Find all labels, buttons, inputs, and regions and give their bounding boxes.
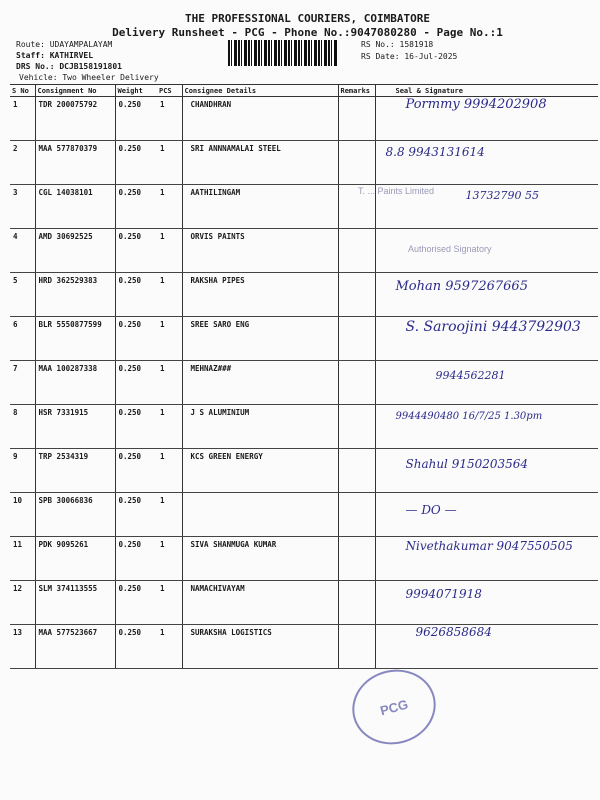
cell-sno: 7 — [10, 361, 35, 405]
cell-pcs: 1 — [157, 581, 182, 625]
cell-signature — [375, 537, 598, 581]
cell-weight: 0.250 — [115, 185, 157, 229]
vehicle: Vehicle: Two Wheeler Delivery — [19, 73, 159, 82]
cell-remarks — [338, 581, 375, 625]
cell-sno: 3 — [10, 185, 35, 229]
col-sno: S No — [10, 85, 35, 97]
cell-cn: MAA 100287338 — [35, 361, 115, 405]
staff: Staff: KATHIRVEL — [16, 51, 94, 60]
company-stamp: T. ... Paints Limited — [358, 186, 435, 196]
cell-cn: HSR 7331915 — [35, 405, 115, 449]
table-row — [10, 185, 598, 229]
col-weight: Weight — [115, 85, 157, 97]
cell-pcs: 1 — [157, 229, 182, 273]
cell-consignee: J S ALUMINIUM — [182, 405, 338, 449]
table-row — [10, 625, 598, 669]
cell-signature — [375, 317, 598, 361]
cell-weight: 0.250 — [115, 141, 157, 185]
runsheet-subtitle: Delivery Runsheet - PCG - Phone No.:9047080280 - Page No.:1 — [112, 26, 503, 39]
cell-cn: AMD 30692525 — [35, 229, 115, 273]
rs-number: RS No.: 1581918 — [361, 40, 434, 49]
handwritten-signature: 9944490480 16/7/25 1.30pm — [395, 411, 543, 422]
route: Route: UDAYAMPALAYAM — [16, 40, 113, 49]
col-remarks: Remarks — [338, 85, 375, 97]
authorised-signatory-stamp: Authorised Signatory — [408, 244, 492, 254]
cell-cn: HRD 362529383 — [35, 273, 115, 317]
cell-sno: 12 — [10, 581, 35, 625]
cell-signature — [375, 361, 598, 405]
table-row — [10, 405, 598, 449]
handwritten-signature: 9994071918 — [405, 587, 482, 601]
handwritten-signature: — DO — — [405, 503, 457, 517]
cell-remarks — [338, 361, 375, 405]
cell-signature — [375, 625, 598, 669]
handwritten-signature: 13732790 55 — [465, 189, 539, 202]
handwritten-signature: Mohan 9597267665 — [395, 279, 528, 294]
barcode — [228, 40, 338, 66]
cell-weight: 0.250 — [115, 449, 157, 493]
table-header — [10, 85, 598, 97]
cell-sno: 10 — [10, 493, 35, 537]
col-consignee: Consignee Details — [182, 85, 338, 97]
cell-pcs: 1 — [157, 537, 182, 581]
cell-cn: MAA 577870379 — [35, 141, 115, 185]
cell-consignee: CHANDHRAN — [182, 97, 338, 141]
cell-remarks — [338, 317, 375, 361]
cell-cn: PDK 9095261 — [35, 537, 115, 581]
table-row — [10, 449, 598, 493]
cell-weight: 0.250 — [115, 97, 157, 141]
cell-signature — [375, 405, 598, 449]
table-row — [10, 141, 598, 185]
cell-sno: 5 — [10, 273, 35, 317]
cell-consignee: SURAKSHA LOGISTICS — [182, 625, 338, 669]
handwritten-signature: 9626858684 — [415, 625, 492, 639]
cell-signature — [375, 449, 598, 493]
cell-consignee — [182, 493, 338, 537]
cell-consignee: MEHNAZ### — [182, 361, 338, 405]
cell-sno: 8 — [10, 405, 35, 449]
runsheet-table — [10, 84, 598, 669]
pcg-seal: PCG — [344, 660, 444, 753]
cell-remarks — [338, 537, 375, 581]
cell-remarks — [338, 625, 375, 669]
cell-consignee: AATHILINGAM — [182, 185, 338, 229]
cell-cn: TDR 200075792 — [35, 97, 115, 141]
cell-consignee: KCS GREEN ENERGY — [182, 449, 338, 493]
table-row — [10, 581, 598, 625]
col-signature: Seal & Signature — [375, 85, 598, 97]
handwritten-signature: 8.8 9943131614 — [385, 145, 485, 159]
table-row — [10, 97, 598, 141]
cell-weight: 0.250 — [115, 317, 157, 361]
cell-weight: 0.250 — [115, 581, 157, 625]
cell-signature — [375, 493, 598, 537]
cell-signature — [375, 141, 598, 185]
table-row — [10, 229, 598, 273]
cell-weight: 0.250 — [115, 405, 157, 449]
cell-pcs: 1 — [157, 317, 182, 361]
cell-sno: 1 — [10, 97, 35, 141]
rs-date: RS Date: 16-Jul-2025 — [361, 52, 458, 61]
cell-consignee: SREE SARO ENG — [182, 317, 338, 361]
table-row — [10, 317, 598, 361]
cell-pcs: 1 — [157, 273, 182, 317]
cell-remarks — [338, 229, 375, 273]
cell-sno: 2 — [10, 141, 35, 185]
cell-sno: 4 — [10, 229, 35, 273]
col-consignment: Consignment No — [35, 85, 115, 97]
cell-consignee: RAKSHA PIPES — [182, 273, 338, 317]
cell-signature — [375, 97, 598, 141]
cell-remarks — [338, 97, 375, 141]
cell-pcs: 1 — [157, 141, 182, 185]
table-row — [10, 273, 598, 317]
handwritten-signature: S. Saroojini 9443792903 — [405, 319, 581, 335]
cell-pcs: 1 — [157, 405, 182, 449]
cell-cn: MAA 577523667 — [35, 625, 115, 669]
cell-cn: CGL 14038101 — [35, 185, 115, 229]
company-title: THE PROFESSIONAL COURIERS, COIMBATORE — [184, 12, 431, 25]
cell-sno: 11 — [10, 537, 35, 581]
cell-pcs: 1 — [157, 449, 182, 493]
cell-weight: 0.250 — [115, 273, 157, 317]
cell-weight: 0.250 — [115, 537, 157, 581]
cell-cn: SPB 30066836 — [35, 493, 115, 537]
cell-signature — [375, 581, 598, 625]
table-row — [10, 493, 598, 537]
table-row — [10, 361, 598, 405]
cell-pcs: 1 — [157, 361, 182, 405]
table-row — [10, 537, 598, 581]
cell-weight: 0.250 — [115, 361, 157, 405]
handwritten-signature: 9944562281 — [435, 369, 506, 382]
handwritten-signature: Shahul 9150203564 — [405, 457, 529, 471]
drs-number: DRS No.: DCJB158191801 — [16, 62, 122, 71]
cell-remarks — [338, 273, 375, 317]
cell-remarks — [338, 449, 375, 493]
cell-signature — [375, 273, 598, 317]
cell-remarks — [338, 405, 375, 449]
handwritten-signature: Pormmy 9994202908 — [405, 97, 547, 112]
cell-cn: SLM 374113555 — [35, 581, 115, 625]
cell-consignee: SRI ANNNAMALAI STEEL — [182, 141, 338, 185]
col-pcs: PCS — [157, 85, 182, 97]
cell-pcs: 1 — [157, 97, 182, 141]
handwritten-signature: Nivethakumar 9047550505 — [405, 539, 573, 553]
cell-cn: BLR 5550877599 — [35, 317, 115, 361]
cell-pcs: 1 — [157, 625, 182, 669]
cell-weight: 0.250 — [115, 625, 157, 669]
cell-consignee: ORVIS PAINTS — [182, 229, 338, 273]
cell-weight: 0.250 — [115, 493, 157, 537]
cell-pcs: 1 — [157, 493, 182, 537]
cell-remarks — [338, 141, 375, 185]
cell-sno: 9 — [10, 449, 35, 493]
cell-consignee: SIVA SHANMUGA KUMAR — [182, 537, 338, 581]
cell-sno: 6 — [10, 317, 35, 361]
cell-sno: 13 — [10, 625, 35, 669]
cell-cn: TRP 2534319 — [35, 449, 115, 493]
cell-weight: 0.250 — [115, 229, 157, 273]
cell-pcs: 1 — [157, 185, 182, 229]
cell-remarks — [338, 493, 375, 537]
cell-consignee: NAMACHIVAYAM — [182, 581, 338, 625]
